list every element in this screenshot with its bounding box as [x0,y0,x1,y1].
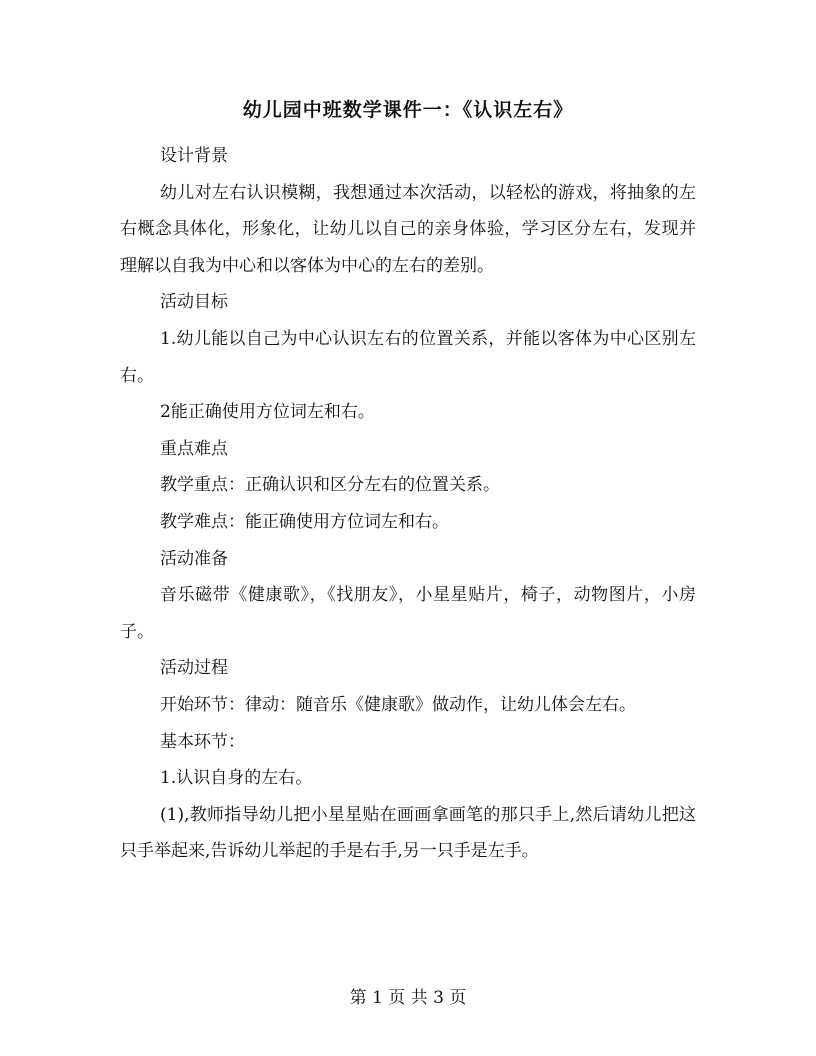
paragraph-basic-step: 基本环节： [160,731,245,752]
paragraph-teaching-difficulty: 教学难点：能正确使用方位词左和右。 [160,511,449,532]
paragraph-teaching-focus: 教学重点：正确认识和区分左右的位置关系。 [160,475,500,496]
paragraph-design-background: 幼儿对左右认识模糊，我想通过本次活动，以轻松的游戏，将抽象的左右概念具体化，形象化，让幼儿以自己的亲身体验，学习区分左右，发现并理解以自我为中心和以客体为中心的左右的差别。 [120,182,696,276]
paragraph-opening-step: 开始环节：律动：随音乐《健康歌》做动作，让幼儿体会左右。 [160,694,636,715]
paragraph-goal-2: 2能正确使用方位词左和右。 [160,402,375,423]
heading-key-points: 重点难点 [160,438,228,459]
document-body [120,138,696,870]
paragraph-step-1-detail: (1),教师指导幼儿把小星星贴在画画拿画笔的那只手上,然后请幼儿把这只手举起来,告诉幼儿举起的手是右手,另一只手是左手。 [120,804,696,862]
heading-activity-preparation: 活动准备 [160,548,228,569]
page-number-footer: 第 1 页 共 3 页 [349,988,467,1008]
paragraph-goal-1: 1.幼儿能以自己为中心认识左右的位置关系，并能以客体为中心区别左右。 [120,328,696,386]
heading-activity-process: 活动过程 [160,658,228,679]
paragraph-step-1: 1.认识自身的左右。 [160,768,313,789]
paragraph-preparation: 音乐磁带《健康歌》，《找朋友》，小星星贴片，椅子，动物图片，小房子。 [120,585,696,642]
heading-design-background: 设计背景 [160,146,228,166]
document-title: 幼儿园中班数学课件一：《认识左右》 [242,99,574,121]
heading-activity-goals: 活动目标 [160,292,228,313]
